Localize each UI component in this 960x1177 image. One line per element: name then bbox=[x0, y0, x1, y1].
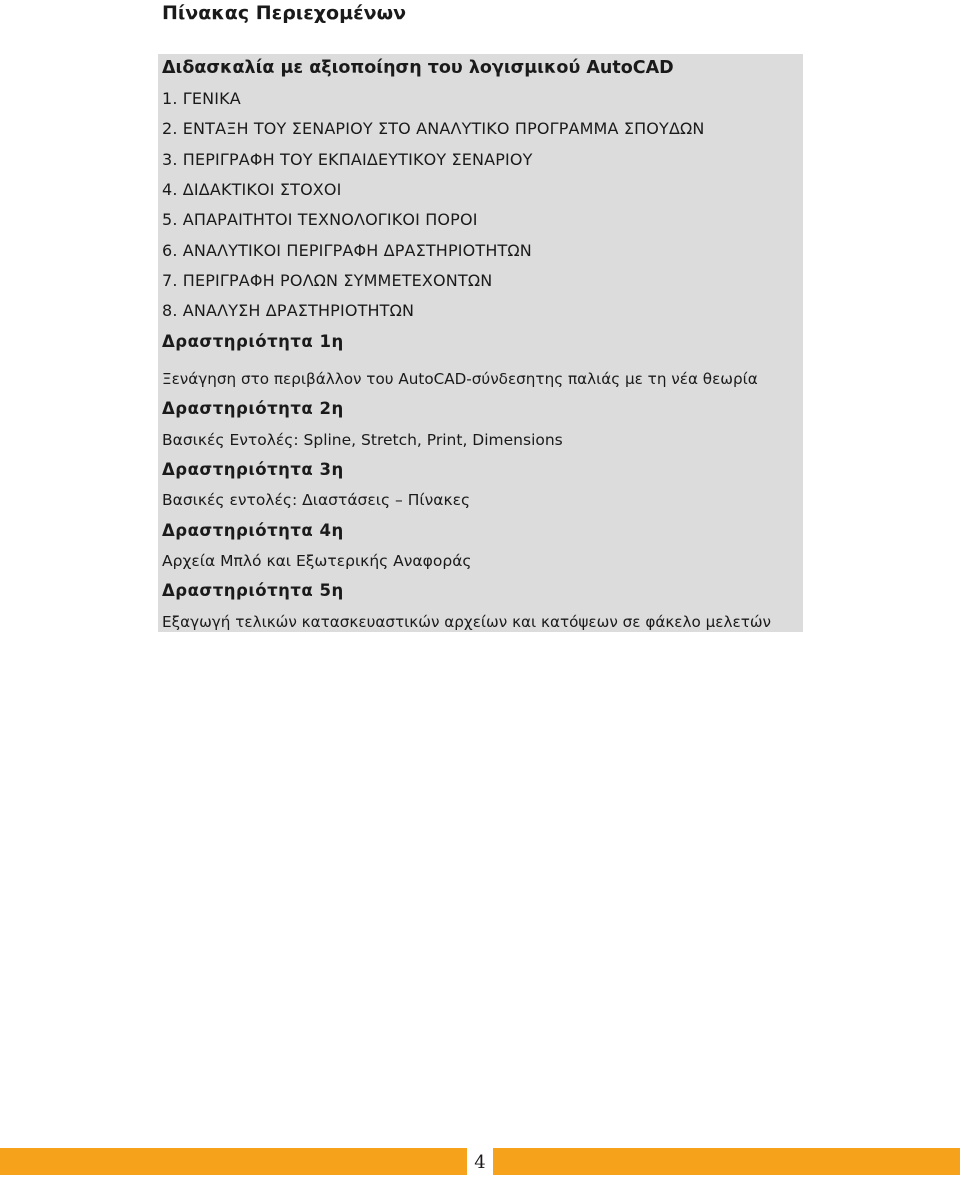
activity-title: Δραστηριότητα 3η bbox=[162, 460, 344, 479]
activity-title: Δραστηριότητα 4η bbox=[162, 521, 344, 540]
activity-title: Δραστηριότητα 1η bbox=[162, 332, 344, 351]
toc-section-item: 1. ΓΕΝΙΚΑ bbox=[162, 89, 241, 108]
toc-section-item: 6. ΑΝΑΛΥΤΙΚΟΙ ΠΕΡΙΓΡΑΦΗ ΔΡΑΣΤΗΡΙΟΤΗΤΩΝ bbox=[162, 241, 532, 260]
page-number: 4 bbox=[467, 1148, 493, 1175]
activity-description: Βασικές Εντολές: Spline, Stretch, Print, Dimensions bbox=[162, 431, 563, 449]
toc-section-item: 5. ΑΠΑΡΑΙΤΗΤΟΙ ΤΕΧΝΟΛΟΓΙΚΟΙ ΠΟΡΟΙ bbox=[162, 210, 478, 229]
activity-title: Δραστηριότητα 2η bbox=[162, 399, 344, 418]
activity-title: Δραστηριότητα 5η bbox=[162, 581, 344, 600]
activity-description: Εξαγωγή τελικών κατασκευαστικών αρχείων και κατόψεων σε φάκελο μελετών bbox=[162, 613, 772, 631]
toc-section-item: 2. ΕΝΤΑΞΗ ΤΟΥ ΣΕΝΑΡΙΟΥ ΣΤΟ ΑΝΑΛΥΤΙΚΟ ΠΡΟΓΡΑΜΜΑ ΣΠΟΥΔΩΝ bbox=[162, 119, 705, 138]
toc-section-item: 3. ΠΕΡΙΓΡΑΦΗ ΤΟΥ ΕΚΠΑΙΔΕΥΤΙΚΟΥ ΣΕΝΑΡΙΟΥ bbox=[162, 150, 533, 169]
toc-section-item: 4. ΔΙΔΑΚΤΙΚΟΙ ΣΤΟΧΟΙ bbox=[162, 180, 342, 199]
page-footer bbox=[0, 1148, 960, 1175]
table-of-contents bbox=[158, 54, 803, 632]
toc-section-item: 7. ΠΕΡΙΓΡΑΦΗ ΡΟΛΩΝ ΣΥΜΜΕΤΕΧΟΝΤΩΝ bbox=[162, 271, 493, 290]
activity-description: Αρχεία Μπλό και Εξωτερικής Αναφοράς bbox=[162, 552, 472, 570]
activity-description: Βασικές εντολές: Διαστάσεις – Πίνακες bbox=[162, 491, 471, 509]
page-heading: Πίνακας Περιεχομένων bbox=[162, 2, 407, 24]
toc-title: Διδασκαλία με αξιοποίηση του λογισμικού AutoCAD bbox=[162, 58, 674, 78]
toc-section-item: 8. ΑΝΑΛΥΣΗ ΔΡΑΣΤΗΡΙΟΤΗΤΩΝ bbox=[162, 301, 415, 320]
activity-description: Ξενάγηση στο περιβάλλον του AutoCAD-σύνδεσητης παλιάς με τη νέα θεωρία bbox=[162, 370, 758, 388]
